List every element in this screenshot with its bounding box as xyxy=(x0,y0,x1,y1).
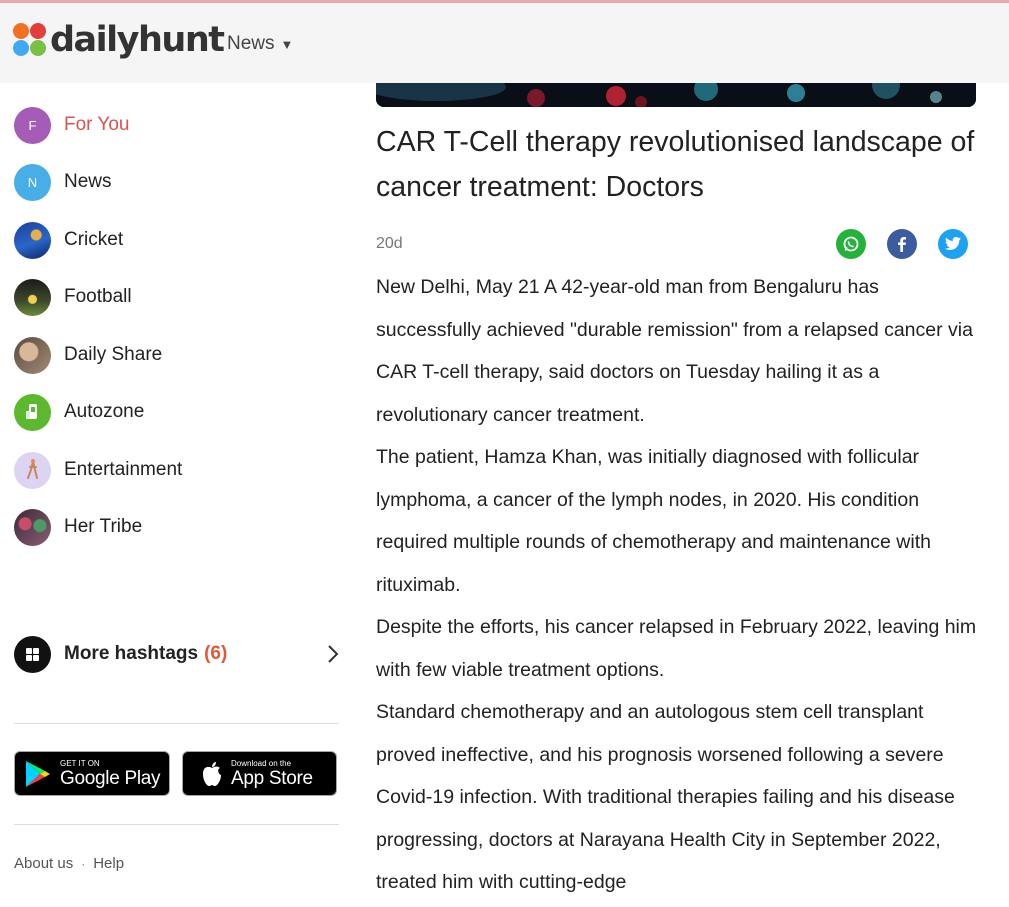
grid-icon xyxy=(14,636,51,673)
about-us-link[interactable]: About us xyxy=(14,855,74,872)
article-body xyxy=(376,266,981,904)
facebook-icon xyxy=(893,235,911,253)
sidebar-item-label: Daily Share xyxy=(64,344,163,365)
autozone-photo-icon xyxy=(14,394,51,431)
google-play-big-text: Google Play xyxy=(60,767,161,789)
twitter-icon xyxy=(944,236,962,252)
article-age: 20d xyxy=(376,235,403,252)
sidebar-item-label: For You xyxy=(64,114,130,135)
daily-share-photo-icon xyxy=(14,337,51,374)
sidebar-item-entertainment[interactable] xyxy=(14,451,182,489)
apple-icon xyxy=(200,760,224,788)
sidebar-item-label: Her Tribe xyxy=(64,516,143,537)
caret-down-icon: ▼ xyxy=(280,37,294,52)
sidebar-divider xyxy=(14,824,339,825)
her-tribe-photo-icon xyxy=(14,509,51,546)
sidebar-item-daily-share[interactable] xyxy=(14,336,162,374)
cricket-photo-icon xyxy=(14,222,51,259)
sidebar-item-her-tribe[interactable] xyxy=(14,508,142,546)
footer-separator: · xyxy=(81,857,86,871)
article-paragraph: Standard chemotherapy and an autologous stem cell transplant proved ineffective, and his prognosis worsened following a severe Covid-19 infection. With traditional therapies failing and his disease progressing, doctors at Narayana Health City in September 2022, treated him with cutting-edge xyxy=(376,701,955,893)
logo-text: dailyhunt xyxy=(50,20,224,60)
football-photo-icon xyxy=(14,279,51,316)
article-hero-image xyxy=(376,83,976,107)
sidebar-item-news[interactable] xyxy=(14,163,112,201)
more-hashtags-label: More hashtags xyxy=(64,643,199,664)
facebook-share-button[interactable] xyxy=(887,229,917,259)
sidebar-item-label: News xyxy=(64,171,112,192)
article-paragraph: New Delhi, May 21 A 42-year-old man from Bengaluru has successfully achieved "durable remission" from a relapsed cancer via CAR T-cell therapy, said doctors on Tuesday hailing it as a revolutionary cancer treatment. xyxy=(376,276,973,426)
news-dropdown-label: News xyxy=(227,33,275,54)
help-link[interactable]: Help xyxy=(93,855,125,872)
google-play-icon xyxy=(24,759,52,789)
more-hashtags-count: (6) xyxy=(204,643,228,664)
footer-links xyxy=(14,855,124,872)
article-title: CAR T-Cell therapy revolutionised landscape of cancer treatment: Doctors xyxy=(376,126,975,203)
sidebar-item-label: Autozone xyxy=(64,401,145,422)
whatsapp-share-button[interactable] xyxy=(836,229,866,259)
article-paragraph: The patient, Hamza Khan, was initially diagnosed with follicular lymphoma, a cancer of the lymph nodes, in 2020. His condition required multiple rounds of chemotherapy and maintenance with rituximab. xyxy=(376,446,931,596)
article-paragraph: Despite the efforts, his cancer relapsed in February 2022, leaving him with few viable treatment options. xyxy=(376,616,977,681)
sidebar-item-football[interactable] xyxy=(14,278,132,316)
dailyhunt-logo[interactable] xyxy=(13,21,223,59)
news-dropdown[interactable] xyxy=(227,33,293,55)
for-you-icon: F xyxy=(14,107,51,144)
sidebar-item-autozone[interactable] xyxy=(14,393,144,431)
entertainment-photo-icon xyxy=(14,452,51,489)
google-play-button[interactable] xyxy=(14,751,170,796)
news-icon: N xyxy=(14,164,51,201)
logo-mark-icon xyxy=(13,23,47,57)
whatsapp-icon xyxy=(842,235,860,253)
chevron-right-icon xyxy=(326,643,340,665)
google-play-small-text: GET IT ON xyxy=(60,758,100,768)
sidebar-item-label: Cricket xyxy=(64,229,124,250)
sidebar xyxy=(0,83,355,907)
sidebar-item-for-you[interactable] xyxy=(14,106,130,144)
twitter-share-button[interactable] xyxy=(938,229,968,259)
app-store-small-text: Download on the xyxy=(231,758,292,768)
sidebar-item-cricket[interactable] xyxy=(14,221,123,259)
more-hashtags-button[interactable] xyxy=(14,635,340,673)
site-header xyxy=(0,3,1009,83)
sidebar-item-label: Entertainment xyxy=(64,459,183,480)
sidebar-divider xyxy=(14,723,339,724)
sidebar-item-label: Football xyxy=(64,286,132,307)
app-store-big-text: App Store xyxy=(231,767,313,789)
app-store-button[interactable] xyxy=(182,751,337,796)
